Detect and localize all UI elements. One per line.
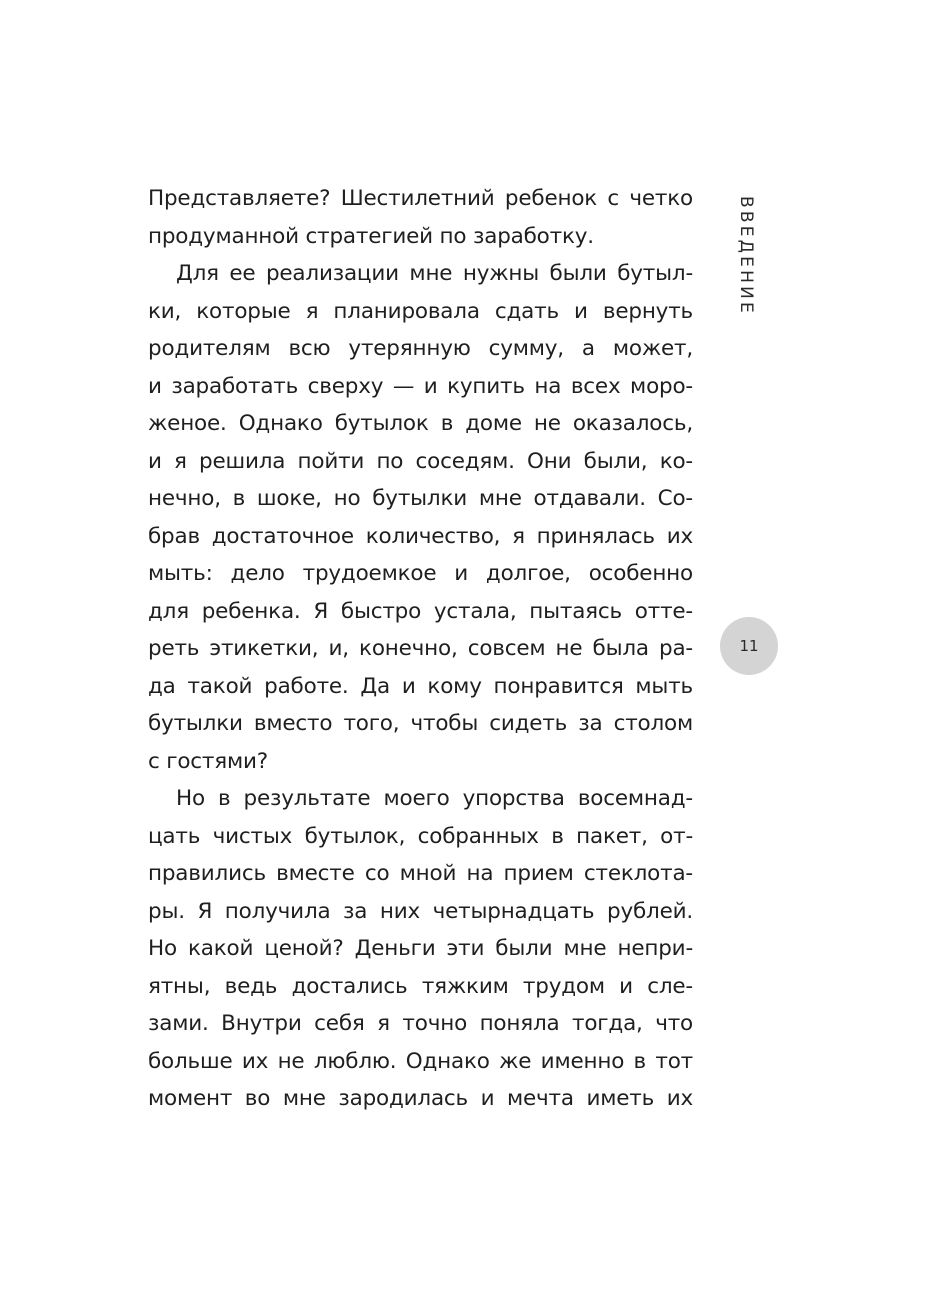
- text-line: Представляете? Шестилетний ребенок с четко: [148, 186, 693, 211]
- text-line: Для ее реализации мне нужны были бутыл-: [176, 261, 693, 286]
- text-line: момент во мне зародилась и мечта иметь их: [148, 1086, 693, 1111]
- text-line: реть этикетки, и, конечно, совсем не была ра-: [148, 636, 693, 661]
- text-line: для ребенка. Я быстро устала, пытаясь отте-: [148, 598, 693, 624]
- text-line: и я решила пойти по соседям. Они были, ко-: [148, 448, 693, 474]
- body-text: [148, 180, 693, 1118]
- text-line: цать чистых бутылок, собранных в пакет, от-: [148, 823, 693, 849]
- text-line: родителям всю утерянную сумму, а может,: [148, 336, 693, 361]
- page-number: 11: [739, 637, 759, 655]
- text-line: ятны, ведь достались тяжким трудом и сле-: [148, 973, 693, 999]
- text-line: нечно, в шоке, но бутылки мне отдавали. Со-: [148, 486, 693, 511]
- text-line: больше их не люблю. Однако же именно в тот: [148, 1048, 693, 1074]
- section-title: ВВЕДЕНИЕ: [736, 196, 756, 316]
- text-line: продуманной стратегией по заработку.: [148, 223, 594, 249]
- text-line: да такой работе. Да и кому понравится мыть: [148, 673, 693, 699]
- text-line: Но какой ценой? Деньги эти были мне непри-: [148, 936, 693, 961]
- text-line: брав достаточное количество, я принялась их: [148, 523, 693, 549]
- text-line: с гостями?: [148, 748, 268, 774]
- text-line: зами. Внутри себя я точно поняла тогда, что: [148, 1011, 693, 1036]
- text-line: женое. Однако бутылок в доме не оказалось,: [148, 411, 693, 436]
- text-line: ки, которые я планировала сдать и вернуть: [148, 298, 693, 324]
- text-line: ры. Я получила за них четырнадцать рублей.: [148, 898, 693, 924]
- text-line: бутылки вместо того, чтобы сидеть за столом: [148, 711, 693, 736]
- text-line: и заработать сверху — и купить на всех моро-: [148, 373, 693, 399]
- page-number-badge: [720, 617, 778, 675]
- text-line: Но в результате моего упорства восемнад-: [176, 786, 693, 811]
- text-line: мыть: дело трудоемкое и долгое, особенно: [148, 561, 693, 586]
- text-line: правились вместе со мной на прием стеклота-: [148, 861, 693, 886]
